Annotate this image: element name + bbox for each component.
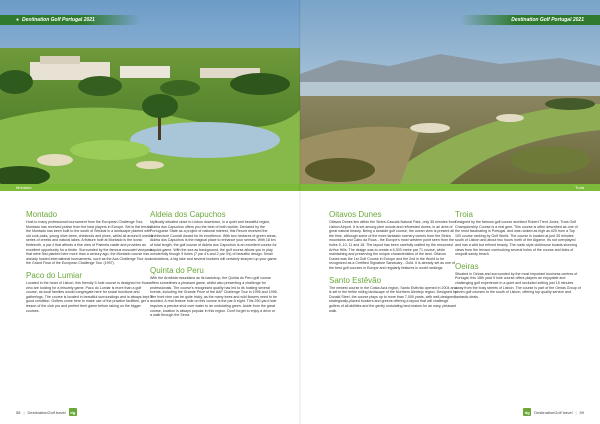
section-body: Designed by the famous golf course architect Robert Trent Jones, Troia Golf Championship Course is a real gem. This course is often described as one of the most fascinating in Portugal, and was ranked as high as #25 from a Top 100 course ranking by Golf World. The course is located at just 35 minutes south of Lisbon and about two hours north of the Algarve. Its not overplayed and has a wild but refined beauty. The rustic style clubhouse boasts stunning views from the terrace overlooking several holes of the course and tides of unspoilt sandy beach. [455, 220, 578, 257]
section-heading: Santo Estêvão [329, 275, 382, 285]
brand-logo: dg [524, 409, 530, 415]
header-banner-left [0, 15, 140, 25]
caption-text-right: Troia [575, 185, 584, 190]
coastal-course-photo [300, 0, 600, 184]
header-title-left: Destination Golf Portugal 2021 [22, 17, 95, 23]
footer-divider: | [575, 409, 577, 415]
photo-caption-left [0, 184, 300, 191]
footer-left [16, 408, 80, 416]
section-body: With the Arrábida mountains as its backdrop, the Quinta do Peru golf course offers sometimes a pleasant game, whilst also presenting a challenge for professionals. The course's recognised quality has led to its hosting several events, including the Grande Prize of the AAF Challenge Tour in 1995 and 1996. The front nine can be quite tricky, as the many trees and wild flowers need to be avoided. A real feature hole on this course is the par-5 eight. This 290-yard hole requires a precise shot over water to an undulating green. Aside from the great course, location is always popular in this region. Don't forget to enjoy a drive or a walk through the Serra. [150, 276, 278, 318]
header-banner-right [460, 15, 600, 25]
section-body: Host to many professional tournament from the European Challenge Tour, Montado has received praise from the best players in Europe. Set in flat terrain, the Montado has been built to the south of Setúbal in a landscape planted with old cork-oaks, young olive-trees, chestnuts and pines, whilst all around it used a series of creeks and natural lakes. A feature hole at Montado is the iconic thirteenth, a par 4 that affords a fine view of Palmela castle and provides an excellent opportunity for a birdie. Surrounded by the famous muscatel vineyards that were first planted here more than a century ago, the Montado course has already hosted international tournaments, such as the Aza Challenge Tour and the Grand Final of the European Challenge Tour (1997). [26, 220, 154, 266]
photo-caption-right [300, 184, 600, 191]
footer-divider: | [23, 409, 25, 415]
section-body: Located in the heart of Lisbon, this friendly 9-hole course is designed for those who are looking for a leisurely game. Paco do Lumiar is more than a golf course, as local families would congregate here for social functions and gatherings. The course is located in beautiful surroundings and is always kept in good condition. Golfers come here to make use of the practice facilities, get a lesson of the club pro and perfect their game before taking on the bigger courses. [26, 280, 154, 313]
section-heading: Quinta do Peru [150, 266, 204, 276]
page-spine [299, 0, 301, 424]
caption-text-left: Montado [16, 185, 32, 190]
footer-right [520, 408, 584, 416]
header-title-right: Destination Golf Portugal 2021 [511, 17, 584, 23]
text-column-3 [329, 210, 457, 318]
section-heading: Troia [455, 210, 473, 219]
footer-brand-left: DestinationGolf travel [27, 409, 66, 415]
section-heading: Montado [26, 210, 58, 219]
section-heading: Oitavos Dunes [329, 210, 382, 219]
text-column-1 [26, 210, 154, 318]
section-heading: Aldeia dos Capuchos [150, 210, 226, 219]
text-column-4 [455, 210, 581, 304]
golf-ball-icon: ● [16, 17, 20, 23]
page-number-right: 59 [579, 409, 584, 415]
brand-logo: dg [70, 409, 76, 415]
page-number-left: 58 [16, 409, 21, 415]
section-heading: Paco do Lumiar [26, 270, 83, 280]
text-column-2 [150, 210, 278, 323]
section-body: Oitavos Dunes lies within the Sintra-Cascais Natural Park, only 35 minutes from Lisbon Airport. It is set among pine woods and reforested dunes, in an area of great natural beauty. Being a seaside golf course, the ocean view is present all the time, although some of the more fantastic scenery comes from the Sintra mountains and Cabo da Roca - the Europe's most western point seen from the holes 9, 10, 11 and 18. The layout has been carefully crafted by the renowned Arthur Hills. The design was to create a 6,303 metre par 71 course, while maintaining and preserving the unique characteristics of the land. Oitavos Dunes was the 1st Golf Course in Europe and the 2nd in the World to be recognized as a Certified Signature Sanctuary - Gold. It is already set as one of the best golf courses in Europe and regularly features in world rankings. [329, 220, 456, 270]
section-body: Idyllically situated close to Lisbon downtown, in a quiet and beautiful region, Aldeia dos Capuchos offers you the best of both worlds. Declared by the Portuguese State as a project of national interest, this Resort received the Architecture Council Award for its excellence. With two hectares of green areas, Aldeia dos Capuchos is the magical place to enhance your senses. With 18 km of total length, the golf course of Aldeia dos Capuchos is an excellent course for a quick game. With the sea as background, the golf course allows you to play wonderfully though 9 holes (7 par 4's and 2 par 4's) of beautiful design. Small undulations, a big lake and several bunkers will certainly sharpen up your game. [150, 220, 278, 261]
section-heading: Oeiras [455, 261, 479, 271]
golf-resort-photo [0, 0, 300, 184]
footer-brand-right: DestinationGolf travel [534, 409, 573, 415]
section-body: The newest course in the Costa Azul region, Santo Estêvão opened in 2004 and is set in the fertile rolling landscape of the Northern Alentejo region. Designed by Donald Steel, the course plays up to more than 7,000 yards, with well-designed, strategically-placed bunkers and greens offering a layout that will challenge golfers of all abilities and the gently undulating land makes for an easy, pleasant walk. [329, 285, 457, 313]
section-body: Situated in Oeiras and surrounded by the most important business centres of Portugal, this 18th yard 9 hole course offers players an enjoyable and challenging golf experience in a quiet and secluded setting just 15 minutes away from the busy streets of Lisbon. The course is part of the Oeiras Group of seven golf courses to the south of Lisbon, offering top quality service and fantastic deals. [455, 271, 581, 299]
